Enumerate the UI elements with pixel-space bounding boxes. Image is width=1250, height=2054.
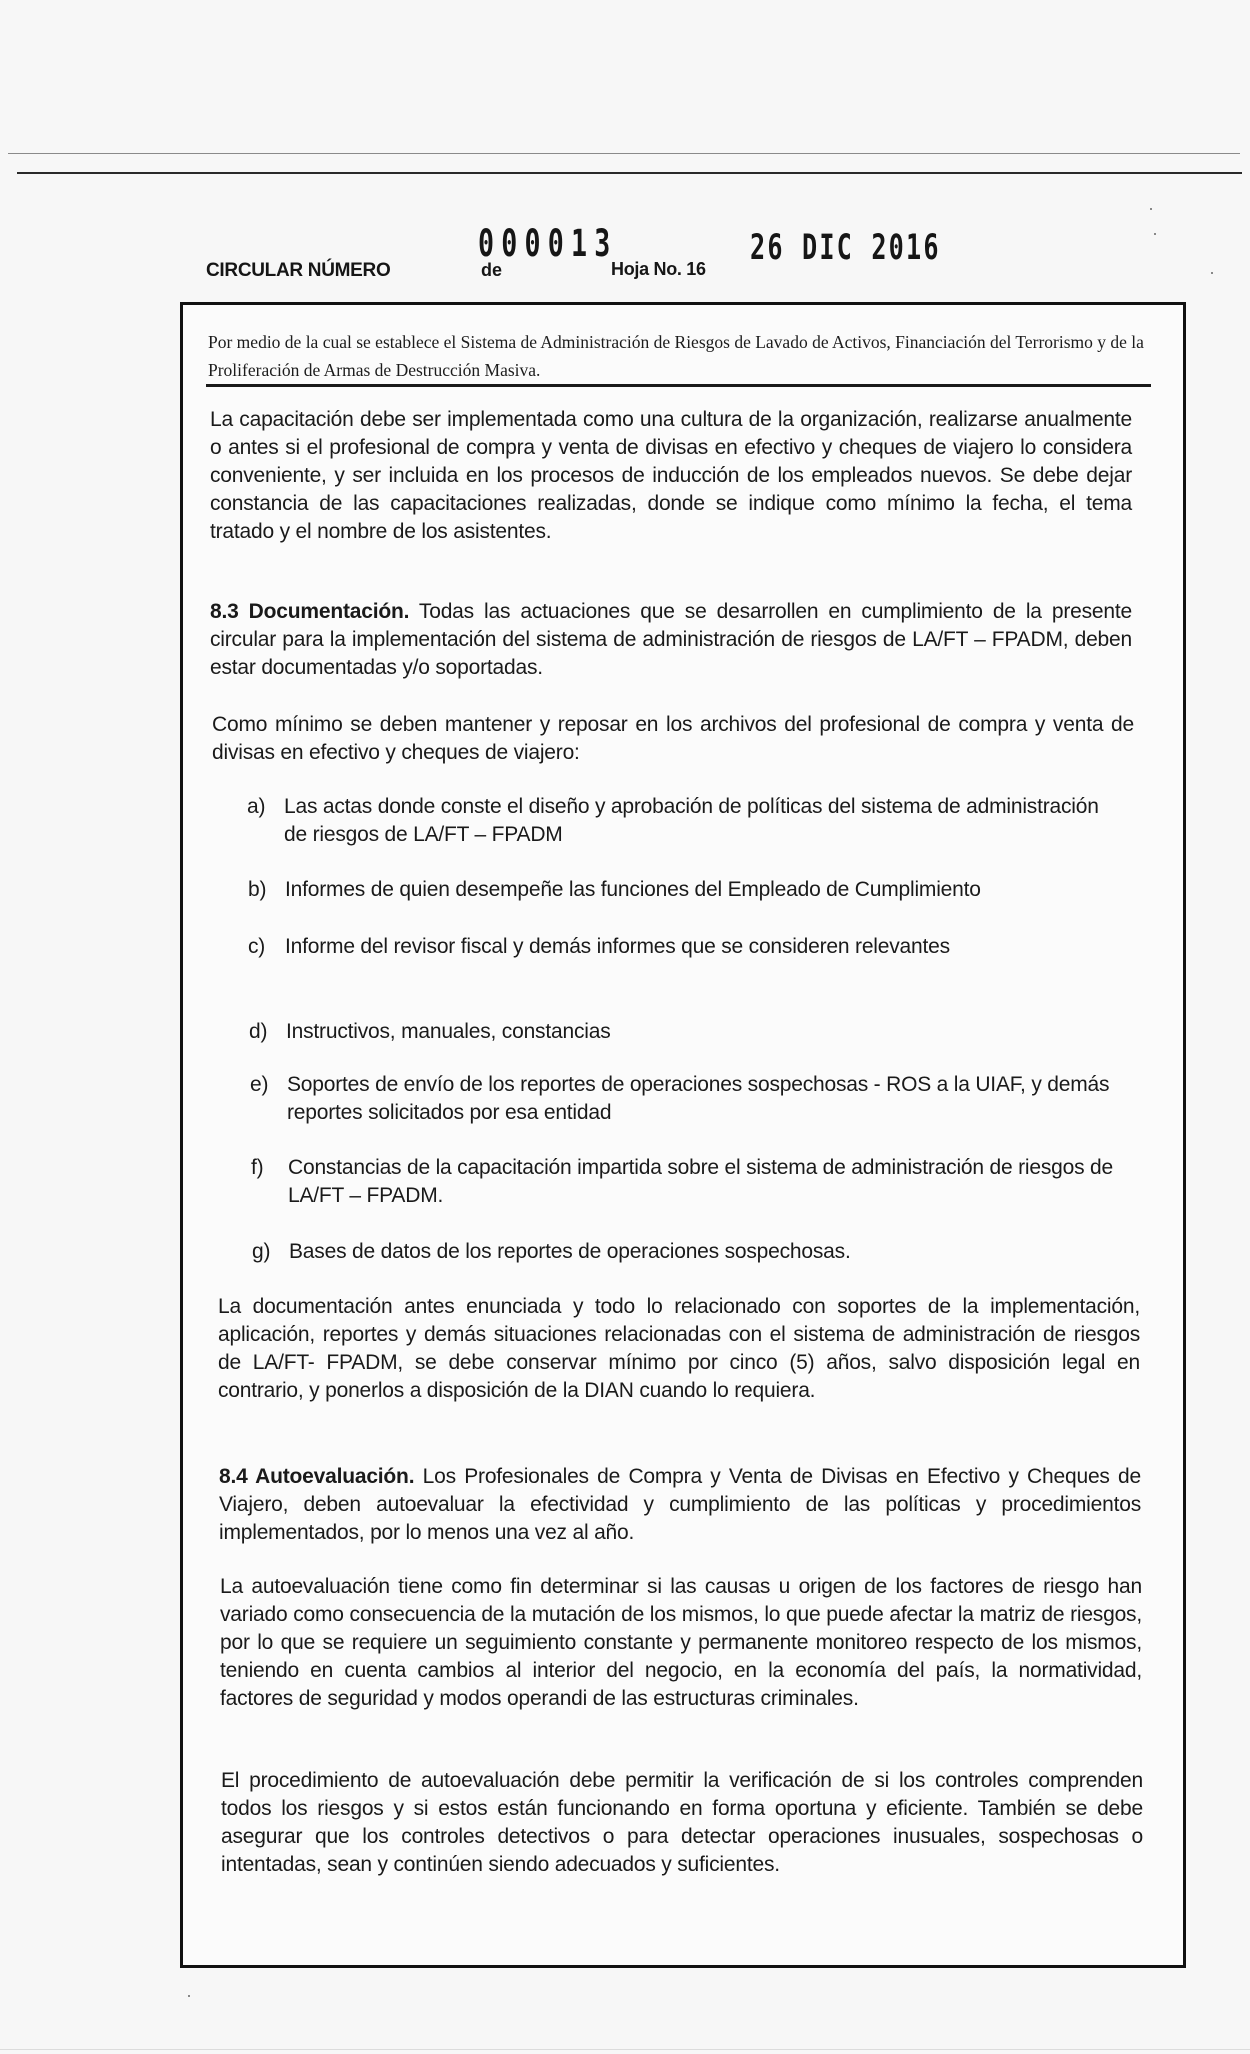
section-8-4-heading: 8.4 Autoevaluación. — [219, 1465, 415, 1488]
page-number-label: Hoja No. 16 — [611, 259, 706, 279]
subject-divider — [206, 384, 1151, 387]
list-marker: d) — [249, 1020, 268, 1043]
list-item-text: Soportes de envío de los reportes de operaciones sospechosas - ROS a la UIAF, y demás reportes solicitados por esa entidad — [287, 1073, 1110, 1124]
paragraph-conservacion: La documentación antes enunciada y todo lo relacionado con soportes de la implementación, aplicación, reportes y demás situaciones relacionadas con el sistema de administración de riesgos de LA/FT- FPADM, se debe conservar mínimo por cinco (5) años, salvo disposición legal en contrario, y ponerlos a disposición de la DIAN cuando lo requiera. — [218, 1295, 1140, 1402]
list-marker: e) — [250, 1073, 269, 1096]
list-marker: f) — [251, 1156, 264, 1179]
circular-number-stamp: 000013 — [478, 222, 618, 265]
circular-subject: Por medio de la cual se establece el Sistema de Administración de Riesgos de Lavado de Activos, Financiación del Terrorismo y de la Proliferación de Armas de Destrucción Masiva. — [208, 332, 1144, 380]
header-rule-bottom — [17, 172, 1242, 174]
list-item-text: Las actas donde conste el diseño y aprobación de políticas del sistema de administración de riesgos de LA/FT – FPADM — [284, 795, 1099, 846]
list-item-text: Informe del revisor fiscal y demás informes que se consideren relevantes — [285, 935, 950, 958]
scan-speck — [1211, 272, 1213, 274]
scan-speck — [188, 1995, 190, 1997]
section-8-3-text: Todas las actuaciones que se desarrollen en cumplimiento de la presente circular para la implementación del sistema de administración de riesgos de LA/FT – FPADM, deben estar documentadas y/o soportadas. — [210, 600, 1132, 679]
section-8-4-text: Los Profesionales de Compra y Venta de Divisas en Efectivo y Cheques de Viajero, deben autoevaluar la efectividad y cumplimiento de las políticas y procedimientos implementados, por lo menos una vez al año. — [219, 1465, 1141, 1544]
list-item-text: Instructivos, manuales, constancias — [286, 1020, 611, 1043]
section-8-4-autoevaluacion — [219, 1463, 1141, 1547]
paragraph-autoevaluacion-fin: La autoevaluación tiene como fin determinar si las causas u origen de los factores de riesgo han variado como consecuencia de la mutación de los mismos, lo que puede afectar la matriz de riesgos, por lo que se requiere un seguimiento constante y permanente monitoreo respecto de los mismos, teniendo en cuenta cambios al interior del negocio, en la economía del país, la normatividad, factores de seguridad y modos operandi de las estructuras criminales. — [220, 1575, 1142, 1710]
list-marker: b) — [248, 878, 267, 901]
list-item-text: Constancias de la capacitación impartida sobre el sistema de administración de riesgos de LA/FT – FPADM. — [288, 1156, 1113, 1207]
scan-speck — [1150, 208, 1152, 210]
paragraph-capacitacion: La capacitación debe ser implementada como una cultura de la organización, realizarse anualmente o antes si el profesional de compra y venta de divisas en efectivo y cheques de viajero lo considera conveniente, y ser incluida en los procesos de inducción de los empleados nuevos. Se debe dejar constancia de las capacitaciones realizadas, donde se indique como mínimo la fecha, el tema tratado y el nombre de los asistentes. — [210, 408, 1132, 543]
list-item-text: Informes de quien desempeñe las funciones del Empleado de Cumplimiento — [285, 878, 981, 901]
paragraph-procedimiento: El procedimiento de autoevaluación debe permitir la verificación de si los controles comprenden todos los riesgos y si estos están funcionando en forma oportuna y eficiente. También se debe asegurar que los controles detectivos o para detectar operaciones inusuales, sospechosas o intentadas, sean y continúen siendo adecuados y suficientes. — [221, 1769, 1143, 1876]
header-rule-top — [8, 153, 1240, 154]
paragraph-como-minimo: Como mínimo se deben mantener y reposar en los archivos del profesional de compra y venta de divisas en efectivo y cheques de viajero: — [212, 713, 1134, 764]
list-marker: a) — [247, 795, 266, 818]
page-edge-rule — [0, 2049, 1250, 2050]
document-frame — [180, 302, 1186, 1968]
date-label: de — [481, 260, 503, 280]
list-marker: c) — [248, 935, 266, 958]
list-item-text: Bases de datos de los reportes de operaciones sospechosas. — [289, 1240, 851, 1263]
scan-speck — [1154, 233, 1156, 235]
circular-number-label: CIRCULAR NÚMERO — [206, 260, 391, 281]
list-marker: g) — [252, 1240, 271, 1263]
section-8-3-documentacion — [210, 598, 1132, 682]
section-8-3-heading: 8.3 Documentación. — [210, 600, 410, 623]
date-stamp: 26 DIC 2016 — [750, 228, 941, 268]
